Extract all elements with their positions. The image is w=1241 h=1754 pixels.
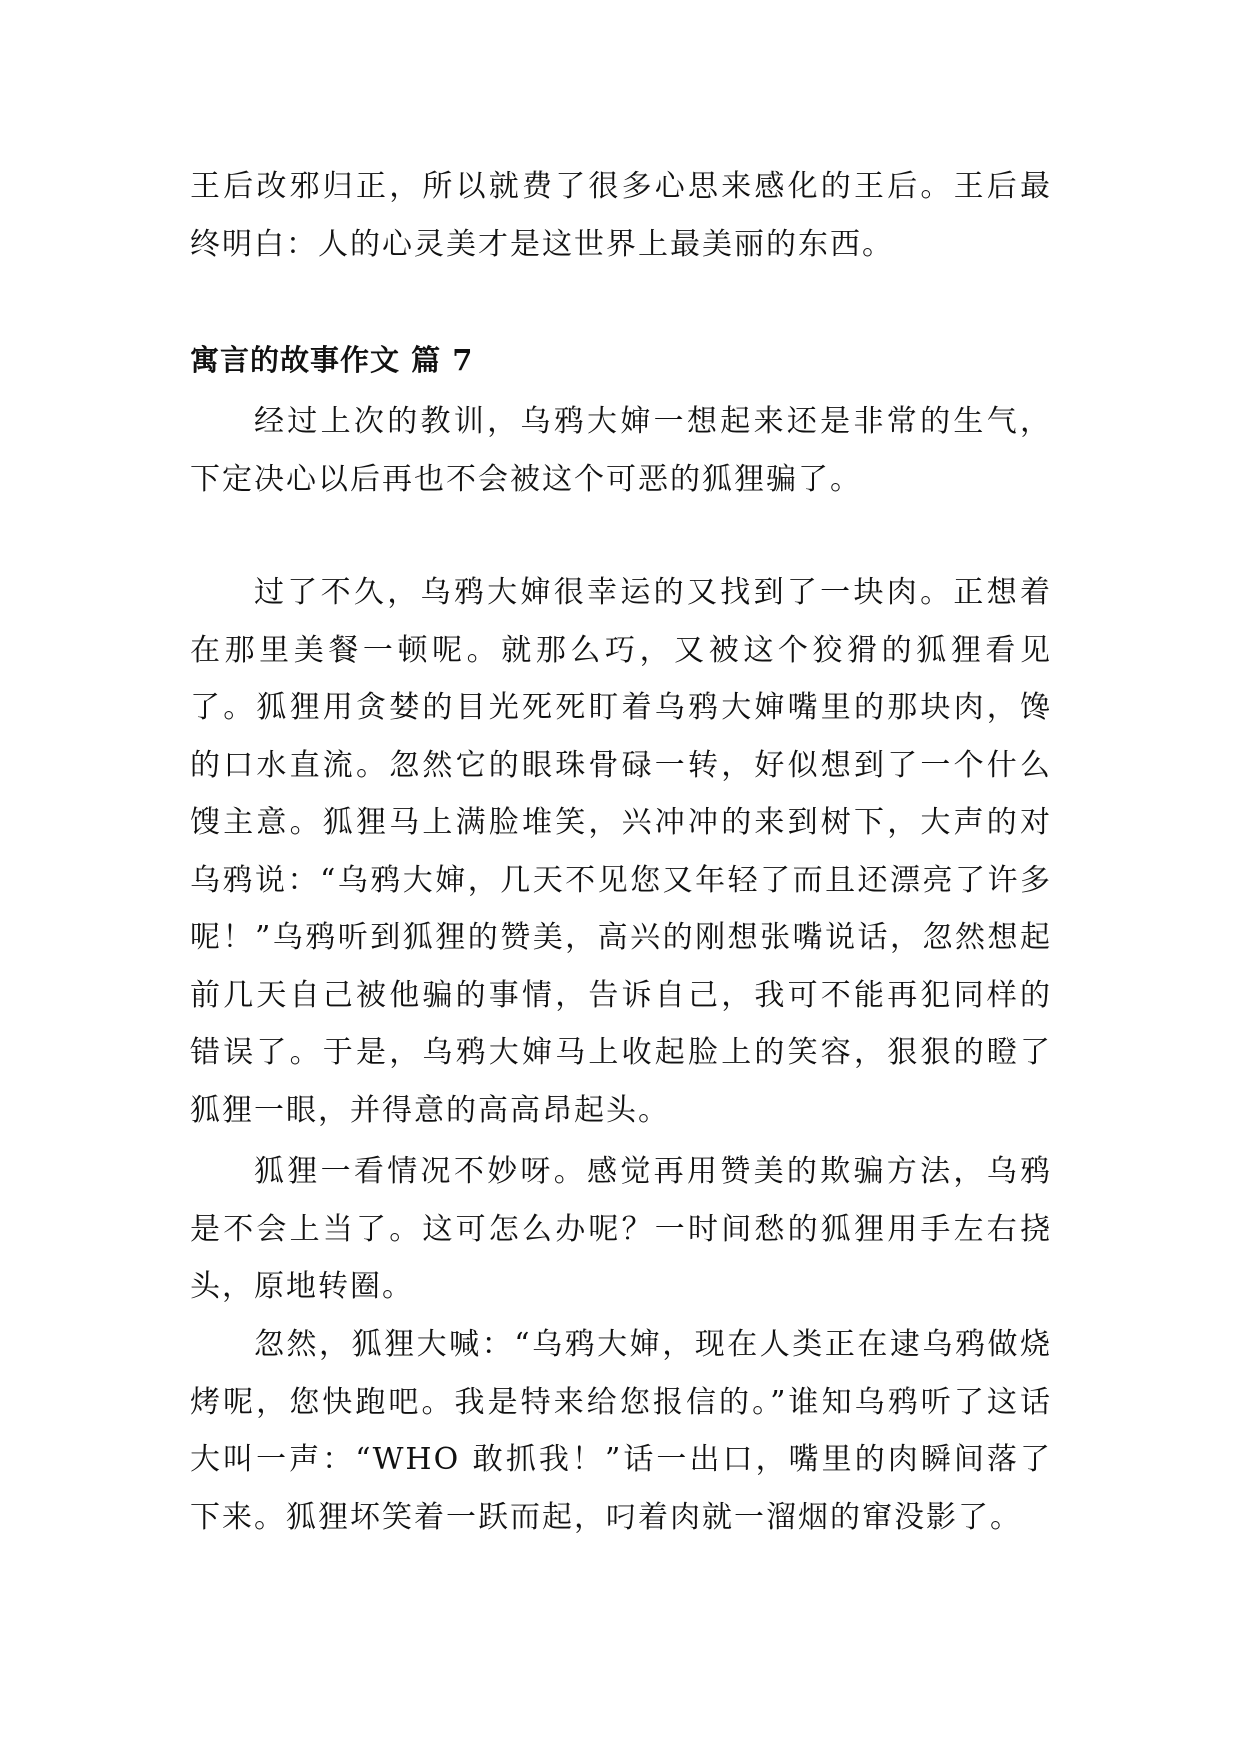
paragraph-4: 忽然，狐狸大喊：“乌鸦大婶，现在人类正在逮乌鸦做烧烤呢，您快跑吧。我是特来给您报信的。”谁知乌鸦听了这话大叫一声：“WHO 敢抓我！”话一出口，嘴里的肉瞬间落了下来。狐狸坏笑着一跃而起，叼着肉就一溜烟的窜没影了。 <box>190 1327 1052 1535</box>
paragraph-2: 过了不久，乌鸦大婶很幸运的又找到了一块肉。正想着在那里美餐一顿呢。就那么巧，又被这个狡猾的狐狸看见了。狐狸用贪婪的目光死死盯着乌鸦大婶嘴里的那块肉，馋的口水直流。忽然它的眼珠骨碌一转，好似想到了一个什么馊主意。狐狸马上满脸堆笑，兴冲冲的来到树下，大声的对乌鸦说：“乌鸦大婶，几天不见您又年轻了而且还漂亮了许多呢！”乌鸦听到狐狸的赞美，高兴的刚想张嘴说话，忽然想起前几天自己被他骗的事情，告诉自己，我可不能再犯同样的错误了。于是，乌鸦大婶马上收起脸上的笑容，狠狠的瞪了狐狸一眼，并得意的高高昂起头。 <box>190 575 1052 1128</box>
document-page <box>190 0 1052 1754</box>
paragraph-3: 狐狸一看情况不妙呀。感觉再用赞美的欺骗方法，乌鸦是不会上当了。这可怎么办呢？一时间愁的狐狸用手左右挠头，原地转圈。 <box>190 1154 1052 1304</box>
paragraph-1: 经过上次的教训，乌鸦大婶一想起来还是非常的生气，下定决心以后再也不会被这个可恶的狐狸骗了。 <box>190 404 1052 497</box>
section-heading: 寓言的故事作文 篇 7 <box>190 343 474 377</box>
paragraph-continued: 王后改邪归正，所以就费了很多心思来感化的王后。王后最终明白：人的心灵美才是这世界上最美丽的东西。 <box>190 169 1052 262</box>
